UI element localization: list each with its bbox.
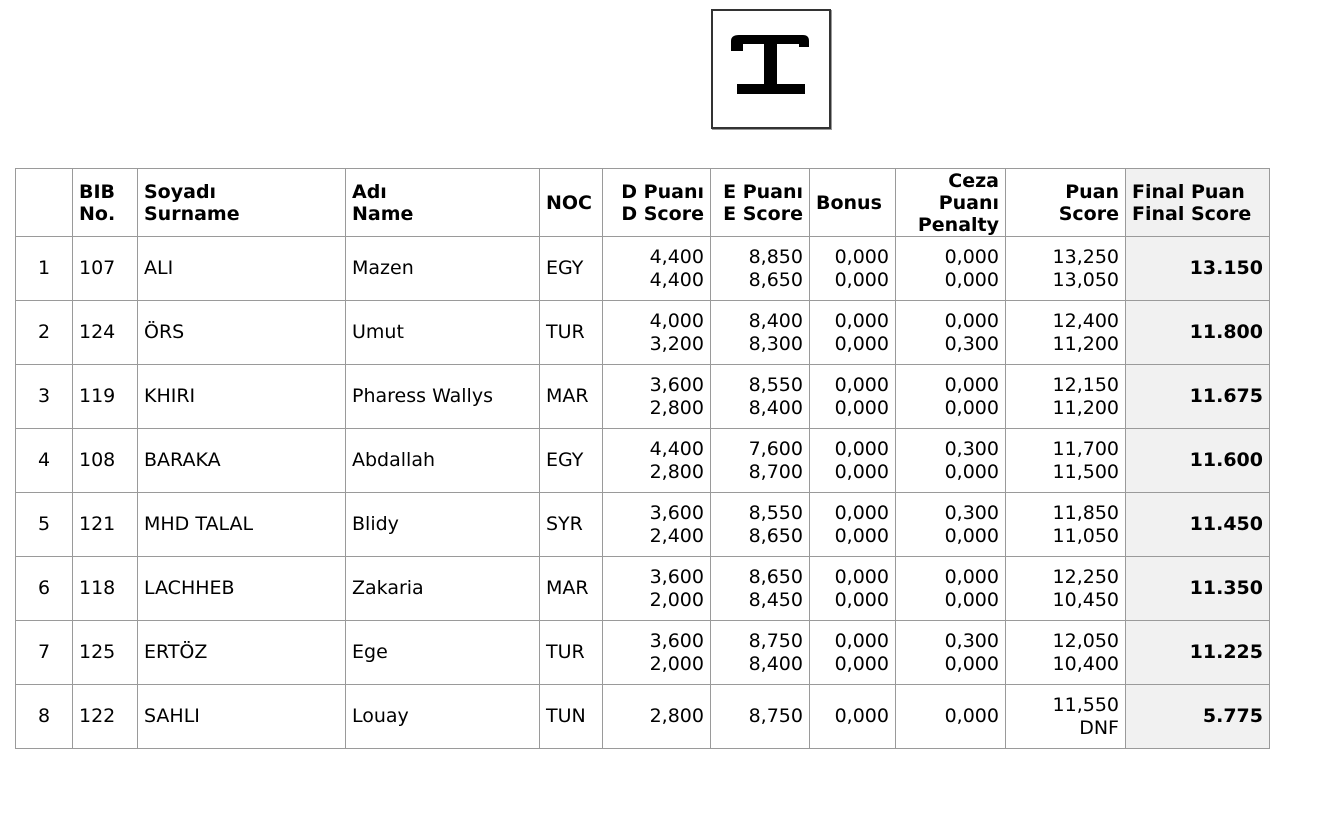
e-score-cell-value: 8,400: [748, 396, 803, 419]
score-cell: [1006, 493, 1126, 557]
bonus-cell: [810, 365, 896, 429]
penalty-cell-value: 0,000: [944, 268, 999, 291]
e-score-cell-value: 8,400: [748, 309, 803, 332]
score-cell: [1006, 365, 1126, 429]
header-row: [16, 169, 1270, 237]
bib-cell: 118: [73, 557, 138, 621]
noc-cell: SYR: [540, 493, 603, 557]
rank-cell: 4: [16, 429, 73, 493]
noc-cell: MAR: [540, 365, 603, 429]
d-score-cell: [603, 365, 711, 429]
name-cell: Pharess Wallys: [346, 365, 540, 429]
header-final-score: Final Puan Final Score: [1126, 169, 1270, 237]
rank-cell: 5: [16, 493, 73, 557]
e-score-cell-value: 8,700: [748, 460, 803, 483]
bonus-cell-value: 0,000: [834, 373, 889, 396]
e-score-cell: [711, 429, 810, 493]
noc-cell: TUR: [540, 301, 603, 365]
bonus-cell: [810, 685, 896, 749]
bib-cell: 108: [73, 429, 138, 493]
rank-cell: 8: [16, 685, 73, 749]
surname-cell: MHD TALAL: [138, 493, 346, 557]
bonus-cell-value: 0,000: [834, 501, 889, 524]
d-score-cell: [603, 621, 711, 685]
bonus-cell-value: 0,000: [834, 309, 889, 332]
score-cell-value: 12,050: [1052, 629, 1119, 652]
header-surname: Soyadı Surname: [138, 169, 346, 237]
d-score-cell: [603, 301, 711, 365]
rank-cell: 1: [16, 237, 73, 301]
bonus-cell-value: 0,000: [834, 588, 889, 611]
results-body: [16, 237, 1270, 749]
bib-cell: 121: [73, 493, 138, 557]
final-score-cell: 11.450: [1126, 493, 1270, 557]
bonus-cell: [810, 301, 896, 365]
d-score-cell-value: 4,400: [649, 245, 704, 268]
header-penalty: Ceza Puanı Penalty: [896, 169, 1006, 237]
header-score: Puan Score: [1006, 169, 1126, 237]
e-score-cell-value: 8,650: [748, 524, 803, 547]
e-score-cell-value: 8,300: [748, 332, 803, 355]
e-score-cell-value: 8,750: [748, 705, 803, 727]
bonus-cell-value: 0,000: [834, 524, 889, 547]
e-score-cell-value: 8,550: [748, 373, 803, 396]
noc-cell: MAR: [540, 557, 603, 621]
score-cell-value: 11,500: [1052, 460, 1119, 483]
bonus-cell-value: 0,000: [834, 652, 889, 675]
bonus-cell: [810, 557, 896, 621]
d-score-cell-value: 2,800: [649, 705, 704, 727]
surname-cell: ÖRS: [138, 301, 346, 365]
score-cell: [1006, 301, 1126, 365]
rank-cell: 2: [16, 301, 73, 365]
score-cell-value: 12,250: [1052, 565, 1119, 588]
d-score-cell-value: 3,600: [649, 373, 704, 396]
d-score-cell: [603, 557, 711, 621]
penalty-cell-value: 0,000: [944, 309, 999, 332]
header-bonus: Bonus: [810, 169, 896, 237]
table-row: [16, 621, 1270, 685]
e-score-cell: [711, 301, 810, 365]
penalty-cell-value: 0,000: [944, 588, 999, 611]
header-noc: NOC: [540, 169, 603, 237]
d-score-cell-value: 2,000: [649, 652, 704, 675]
score-cell-value: 11,200: [1052, 396, 1119, 419]
table-row: [16, 365, 1270, 429]
e-score-cell: [711, 557, 810, 621]
penalty-cell-value: 0,300: [944, 332, 999, 355]
bonus-cell-value: 0,000: [834, 629, 889, 652]
final-score-cell: 11.600: [1126, 429, 1270, 493]
penalty-cell-value: 0,000: [944, 652, 999, 675]
header-d-score: D Puanı D Score: [603, 169, 711, 237]
bib-cell: 124: [73, 301, 138, 365]
bonus-cell-value: 0,000: [834, 268, 889, 291]
d-score-cell-value: 4,400: [649, 437, 704, 460]
score-cell-value: 11,850: [1052, 501, 1119, 524]
e-score-cell-value: 8,850: [748, 245, 803, 268]
d-score-cell-value: 2,800: [649, 396, 704, 419]
score-cell-value: 13,250: [1052, 245, 1119, 268]
e-score-cell: [711, 237, 810, 301]
penalty-cell: [896, 557, 1006, 621]
name-cell: Abdallah: [346, 429, 540, 493]
final-score-cell: 13.150: [1126, 237, 1270, 301]
score-cell: [1006, 237, 1126, 301]
penalty-cell-value: 0,300: [944, 629, 999, 652]
bonus-cell: [810, 237, 896, 301]
surname-cell: ALI: [138, 237, 346, 301]
penalty-cell-value: 0,000: [944, 524, 999, 547]
bonus-cell: [810, 621, 896, 685]
name-cell: Zakaria: [346, 557, 540, 621]
final-score-cell: 11.350: [1126, 557, 1270, 621]
d-score-cell-value: 3,200: [649, 332, 704, 355]
penalty-cell-value: 0,300: [944, 437, 999, 460]
score-cell: [1006, 557, 1126, 621]
bonus-cell-value: 0,000: [834, 332, 889, 355]
federation-logo: [711, 9, 831, 129]
penalty-cell: [896, 621, 1006, 685]
surname-cell: BARAKA: [138, 429, 346, 493]
d-score-cell: [603, 493, 711, 557]
d-score-cell: [603, 429, 711, 493]
bonus-cell-value: 0,000: [834, 437, 889, 460]
bib-cell: 125: [73, 621, 138, 685]
d-score-cell-value: 4,000: [649, 309, 704, 332]
e-score-cell-value: 8,400: [748, 652, 803, 675]
name-cell: Ege: [346, 621, 540, 685]
rank-cell: 7: [16, 621, 73, 685]
surname-cell: KHIRI: [138, 365, 346, 429]
header-rank: [16, 169, 73, 237]
penalty-cell: [896, 301, 1006, 365]
e-score-cell: [711, 621, 810, 685]
bonus-cell-value: 0,000: [834, 245, 889, 268]
score-cell: [1006, 429, 1126, 493]
d-score-cell-value: 2,400: [649, 524, 704, 547]
penalty-cell: [896, 237, 1006, 301]
e-score-cell-value: 8,650: [748, 268, 803, 291]
penalty-cell: [896, 685, 1006, 749]
penalty-cell-value: 0,000: [944, 705, 999, 727]
penalty-cell-value: 0,000: [944, 373, 999, 396]
score-cell-value: 11,550: [1052, 693, 1119, 716]
surname-cell: ERTÖZ: [138, 621, 346, 685]
score-cell-value: 11,050: [1052, 524, 1119, 547]
noc-cell: EGY: [540, 429, 603, 493]
bonus-cell-value: 0,000: [834, 396, 889, 419]
bib-cell: 107: [73, 237, 138, 301]
bonus-cell: [810, 493, 896, 557]
score-cell-value: 12,400: [1052, 309, 1119, 332]
name-cell: Mazen: [346, 237, 540, 301]
penalty-cell: [896, 493, 1006, 557]
table-row: [16, 557, 1270, 621]
e-score-cell-value: 8,450: [748, 588, 803, 611]
final-score-cell: 5.775: [1126, 685, 1270, 749]
surname-cell: SAHLI: [138, 685, 346, 749]
table-row: [16, 237, 1270, 301]
name-cell: Umut: [346, 301, 540, 365]
header-bib: BIB No.: [73, 169, 138, 237]
vault-apparatus-icon: [713, 11, 829, 127]
name-cell: Louay: [346, 685, 540, 749]
penalty-cell-value: 0,300: [944, 501, 999, 524]
d-score-cell-value: 3,600: [649, 565, 704, 588]
rank-cell: 3: [16, 365, 73, 429]
penalty-cell-value: 0,000: [944, 396, 999, 419]
name-cell: Blidy: [346, 493, 540, 557]
table-row: [16, 301, 1270, 365]
table-row: [16, 685, 1270, 749]
bonus-cell: [810, 429, 896, 493]
d-score-cell-value: 4,400: [649, 268, 704, 291]
penalty-cell-value: 0,000: [944, 245, 999, 268]
d-score-cell: [603, 237, 711, 301]
final-score-cell: 11.800: [1126, 301, 1270, 365]
final-score-cell: 11.225: [1126, 621, 1270, 685]
e-score-cell-value: 8,650: [748, 565, 803, 588]
e-score-cell: [711, 493, 810, 557]
bonus-cell-value: 0,000: [834, 565, 889, 588]
e-score-cell: [711, 365, 810, 429]
penalty-cell: [896, 429, 1006, 493]
d-score-cell: [603, 685, 711, 749]
noc-cell: TUR: [540, 621, 603, 685]
e-score-cell: [711, 685, 810, 749]
final-score-cell: 11.675: [1126, 365, 1270, 429]
e-score-cell-value: 8,550: [748, 501, 803, 524]
e-score-cell-value: 8,750: [748, 629, 803, 652]
d-score-cell-value: 2,800: [649, 460, 704, 483]
e-score-cell-value: 7,600: [748, 437, 803, 460]
d-score-cell-value: 3,600: [649, 501, 704, 524]
surname-cell: LACHHEB: [138, 557, 346, 621]
header-name: Adı Name: [346, 169, 540, 237]
score-cell-value: 11,700: [1052, 437, 1119, 460]
penalty-cell: [896, 365, 1006, 429]
score-cell-value: 13,050: [1052, 268, 1119, 291]
score-cell-value: 10,400: [1052, 652, 1119, 675]
table-row: [16, 493, 1270, 557]
table-row: [16, 429, 1270, 493]
header-e-score: E Puanı E Score: [711, 169, 810, 237]
bib-cell: 122: [73, 685, 138, 749]
penalty-cell-value: 0,000: [944, 565, 999, 588]
bonus-cell-value: 0,000: [834, 705, 889, 727]
score-cell-value: DNF: [1079, 716, 1119, 739]
bib-cell: 119: [73, 365, 138, 429]
rank-cell: 6: [16, 557, 73, 621]
score-cell: [1006, 685, 1126, 749]
d-score-cell-value: 3,600: [649, 629, 704, 652]
score-cell-value: 10,450: [1052, 588, 1119, 611]
score-cell: [1006, 621, 1126, 685]
score-cell-value: 12,150: [1052, 373, 1119, 396]
noc-cell: EGY: [540, 237, 603, 301]
d-score-cell-value: 2,000: [649, 588, 704, 611]
score-cell-value: 11,200: [1052, 332, 1119, 355]
results-table: [15, 168, 1270, 749]
penalty-cell-value: 0,000: [944, 460, 999, 483]
bonus-cell-value: 0,000: [834, 460, 889, 483]
noc-cell: TUN: [540, 685, 603, 749]
